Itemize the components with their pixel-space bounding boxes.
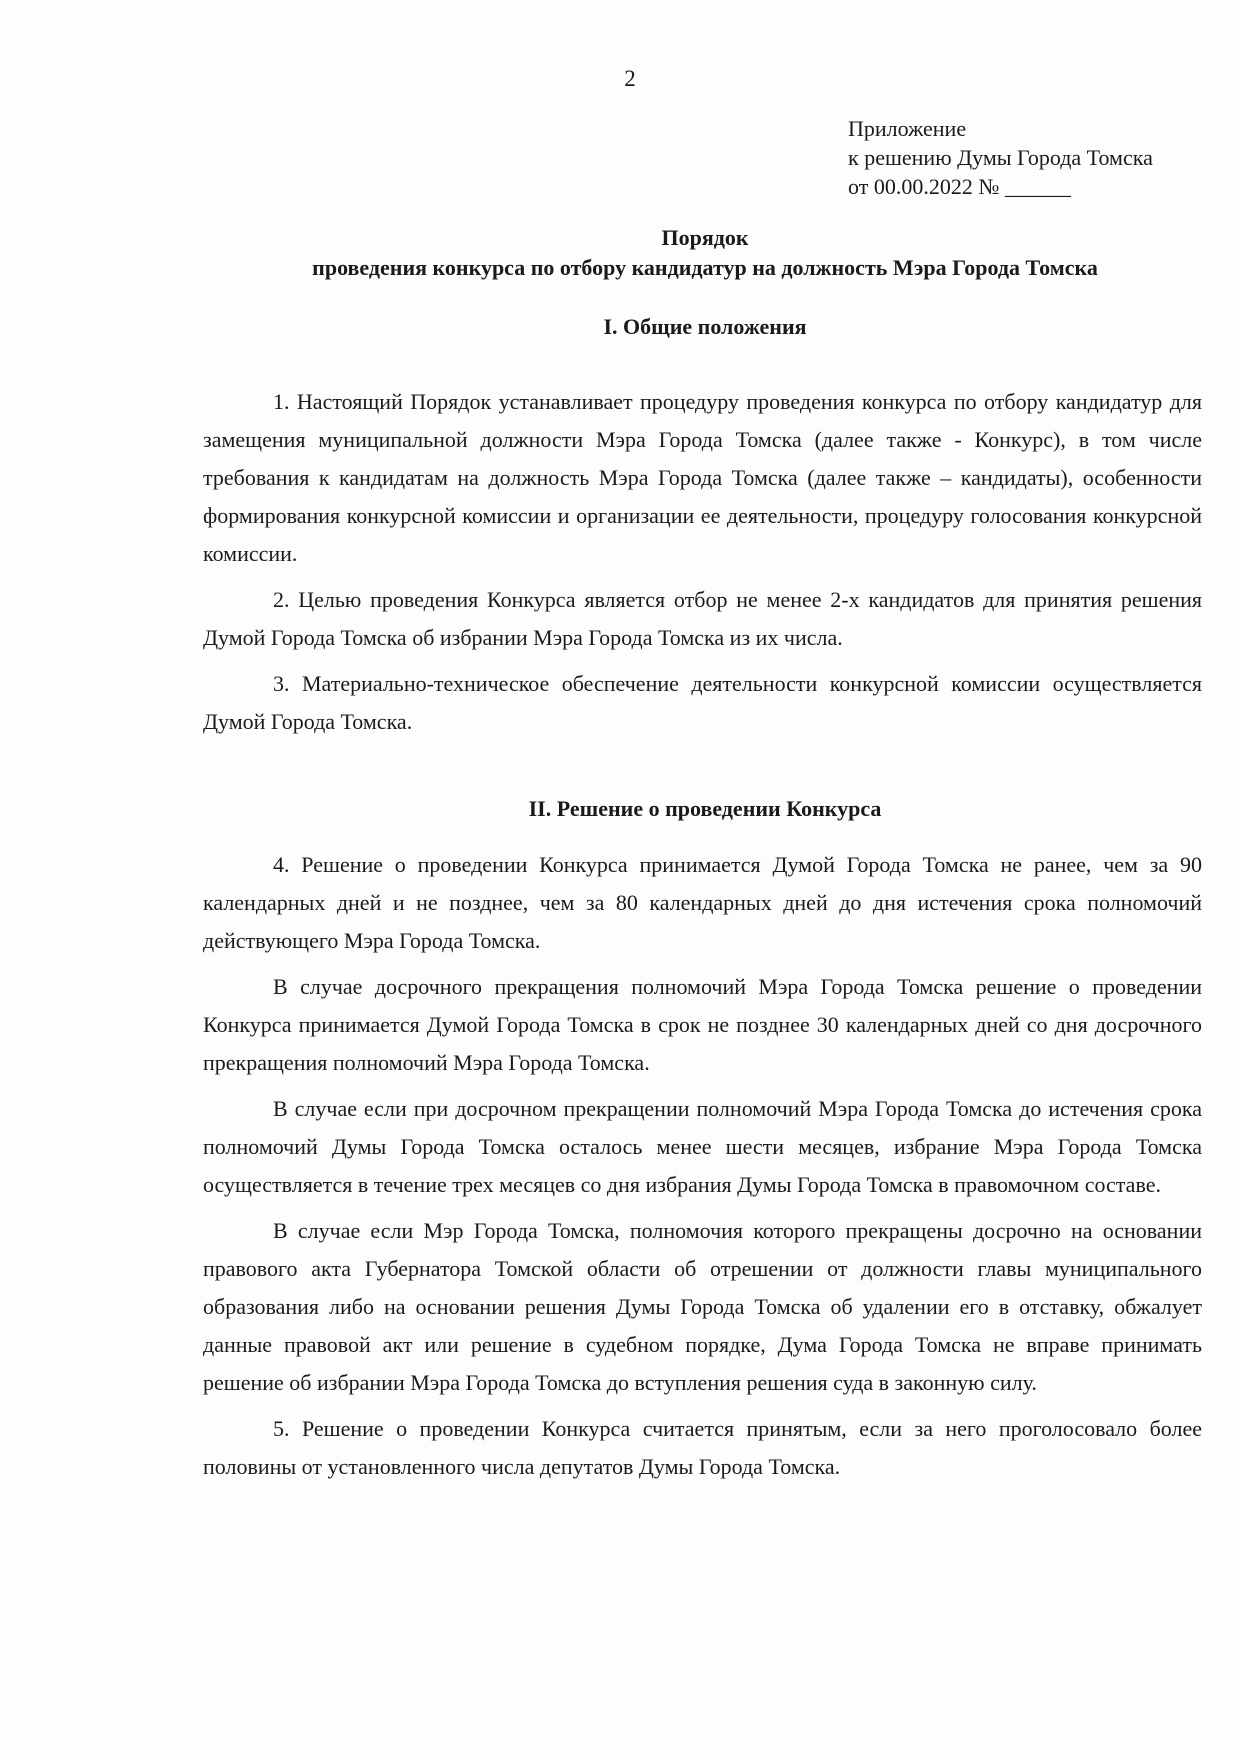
- paragraph: В случае досрочного прекращения полномочий Мэра Города Томска решение о проведении Конкурса принимается Думой Города Томска в срок не позднее 30 календарных дней со дня досрочного прекращения полномочий Мэра Города Томска.: [203, 974, 1202, 1075]
- section-heading: II. Решение о проведении Конкурса: [528, 796, 882, 821]
- section-body: [203, 846, 1202, 1494]
- paragraph: 1. Настоящий Порядок устанавливает процедуру проведения конкурса по отбору кандидатур для замещения муниципальной должности Мэра Города Томска (далее также - Конкурс), в том числе требования к кандидатам на должность Мэра Города Томска (далее также – кандидаты), особенности формирования конкурсной комиссии и организации ее деятельности, процедуру голосования конкурсной комиссии.: [203, 389, 1202, 566]
- paragraph: 5. Решение о проведении Конкурса считается принятым, если за него проголосовало более половины от установленного числа депутатов Думы Города Томска.: [203, 1416, 1202, 1479]
- page-number: 2: [624, 66, 636, 91]
- section-heading: I. Общие положения: [603, 314, 807, 339]
- appendix-line: Приложение: [848, 116, 967, 141]
- document-title: Порядок: [661, 225, 749, 250]
- section-body: [203, 383, 1202, 749]
- appendix-line: от 00.00.2022 № ______: [848, 174, 1071, 199]
- appendix-block: [848, 114, 1153, 201]
- paragraph: В случае если Мэр Города Томска, полномочия которого прекращены досрочно на основании правового акта Губернатора Томской области об отрешении от должности главы муниципального образования либо на основании решения Думы Города Томска об удалении его в отставку, обжалует данные правовой акт или решение в судебном порядке, Дума Города Томска не вправе принимать решение об избрании Мэра Города Томска до вступления решения суда в законную силу.: [203, 1218, 1202, 1395]
- paragraph: 4. Решение о проведении Конкурса принимается Думой Города Томска не ранее, чем за 90 календарных дней и не позднее, чем за 80 календарных дней до дня истечения срока полномочий действующего Мэра Города Томска.: [203, 852, 1202, 953]
- paragraph: В случае если при досрочном прекращении полномочий Мэра Города Томска до истечения срока полномочий Думы Города Томска осталось менее шести месяцев, избрание Мэра Города Томска осуществляется в течение трех месяцев со дня избрания Думы Города Томска в правомочном составе.: [203, 1096, 1202, 1197]
- paragraph: 3. Материально-техническое обеспечение деятельности конкурсной комиссии осуществляется Думой Города Томска.: [203, 671, 1202, 734]
- appendix-line: к решению Думы Города Томска: [848, 145, 1153, 170]
- document-subtitle: проведения конкурса по отбору кандидатур на должность Мэра Города Томска: [312, 255, 1098, 280]
- paragraph: 2. Целью проведения Конкурса является отбор не менее 2-х кандидатов для принятия решения Думой Города Томска об избрании Мэра Города Томска из их числа.: [203, 587, 1202, 650]
